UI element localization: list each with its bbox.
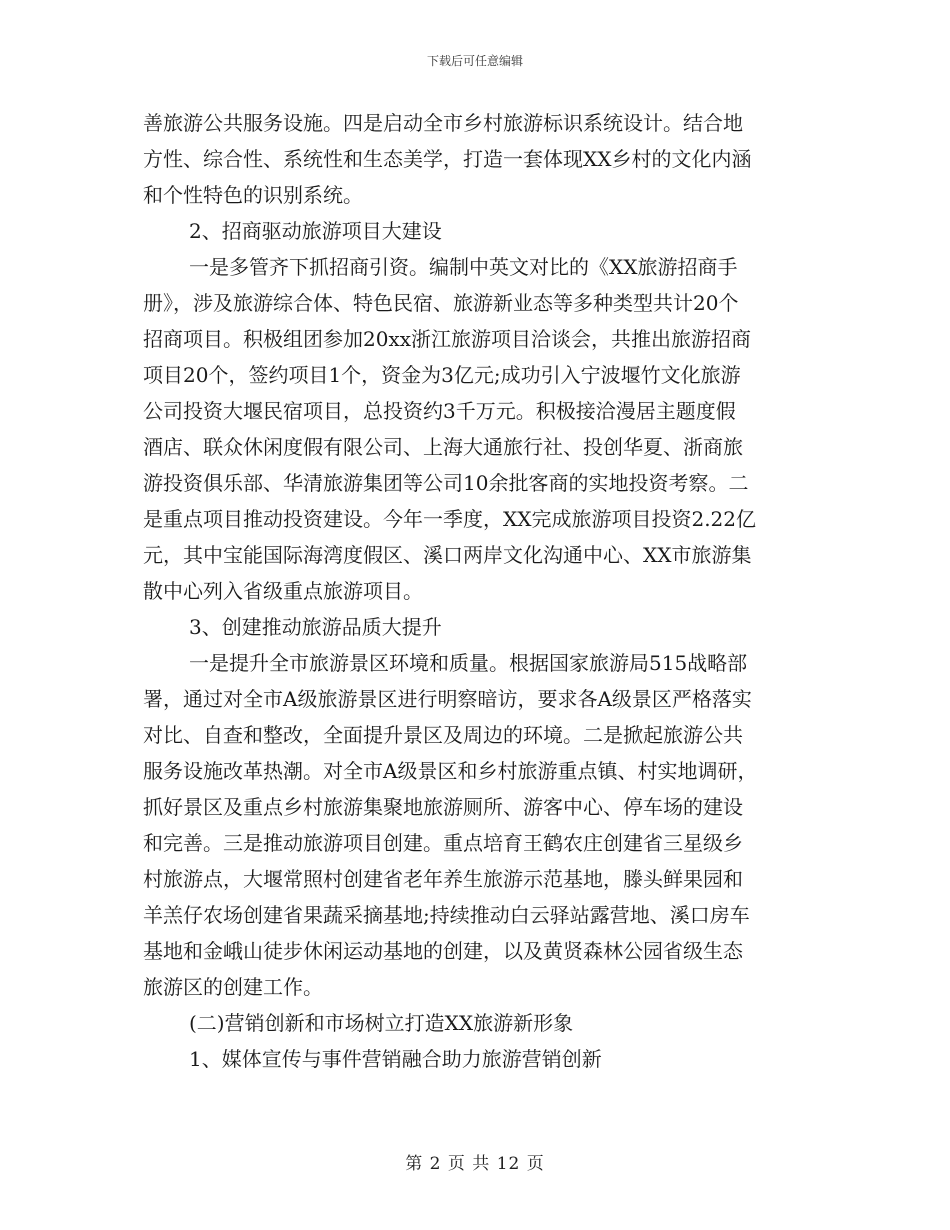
text-line: 2、招商驱动旅游项目大建设	[189, 219, 442, 243]
page-footer: 第 2 页 共 12 页	[405, 1154, 545, 1174]
text-line: 和完善。三是推动旅游项目创建。重点培育王鹤农庄创建省三星级乡	[143, 831, 743, 855]
text-line: 一是提升全市旅游景区环境和质量。根据国家旅游局515战略部	[189, 651, 748, 675]
document-body	[143, 105, 813, 1077]
text-line: 方性、综合性、系统性和生态美学，打造一套体现XX乡村的文化内涵	[143, 147, 752, 171]
text-line: 和个性特色的识别系统。	[143, 183, 363, 207]
text-line: 招商项目。积极组团参加20xx浙江旅游项目洽谈会，共推出旅游招商	[143, 327, 752, 351]
text-line: 散中心列入省级重点旅游项目。	[143, 579, 423, 603]
text-line: 酒店、联众休闲度假有限公司、上海大通旅行社、投创华夏、浙商旅	[143, 435, 743, 459]
text-line: 抓好景区及重点乡村旅游集聚地旅游厕所、游客中心、停车场的建设	[143, 795, 743, 819]
text-line: 是重点项目推动投资建设。今年一季度，XX完成旅游项目投资2.22亿	[143, 507, 757, 531]
text-line: 3、创建推动旅游品质大提升	[189, 615, 442, 639]
text-line: 一是多管齐下抓招商引资。编制中英文对比的《XX旅游招商手	[189, 255, 738, 279]
text-line: (二)营销创新和市场树立打造XX旅游新形象	[189, 1011, 574, 1035]
text-line: 公司投资大堰民宿项目，总投资约3千万元。积极接洽漫居主题度假	[143, 399, 736, 423]
text-line: 善旅游公共服务设施。四是启动全市乡村旅游标识系统设计。结合地	[143, 111, 743, 135]
text-line: 1、媒体宣传与事件营销融合助力旅游营销创新	[189, 1047, 602, 1071]
text-line: 册》，涉及旅游综合体、特色民宿、旅游新业态等多种类型共计20个	[143, 291, 739, 315]
text-line: 服务设施改革热潮。对全市A级景区和乡村旅游重点镇、村实地调研，	[143, 759, 758, 783]
text-line: 对比、自查和整改，全面提升景区及周边的环境。二是掀起旅游公共	[143, 723, 743, 747]
text-line: 羊羔仔农场创建省果蔬采摘基地;持续推动白云驿站露营地、溪口房车	[143, 903, 750, 927]
text-line: 署，通过对全市A级旅游景区进行明察暗访，要求各A级景区严格落实	[143, 687, 752, 711]
text-line: 项目20个，签约项目1个，资金为3亿元;成功引入宁波堰竹文化旅游	[143, 363, 741, 387]
text-line: 元，其中宝能国际海湾度假区、溪口两岸文化沟通中心、XX市旅游集	[143, 543, 752, 567]
text-line: 基地和金峨山徒步休闲运动基地的创建，以及黄贤森林公园省级生态	[143, 939, 743, 963]
page-header: 下载后可任意编辑	[426, 54, 523, 68]
text-line: 旅游区的创建工作。	[143, 975, 323, 999]
text-line: 村旅游点，大堰常照村创建省老年养生旅游示范基地，滕头鲜果园和	[143, 867, 743, 891]
text-line: 游投资俱乐部、华清旅游集团等公司10余批客商的实地投资考察。二	[143, 471, 749, 495]
